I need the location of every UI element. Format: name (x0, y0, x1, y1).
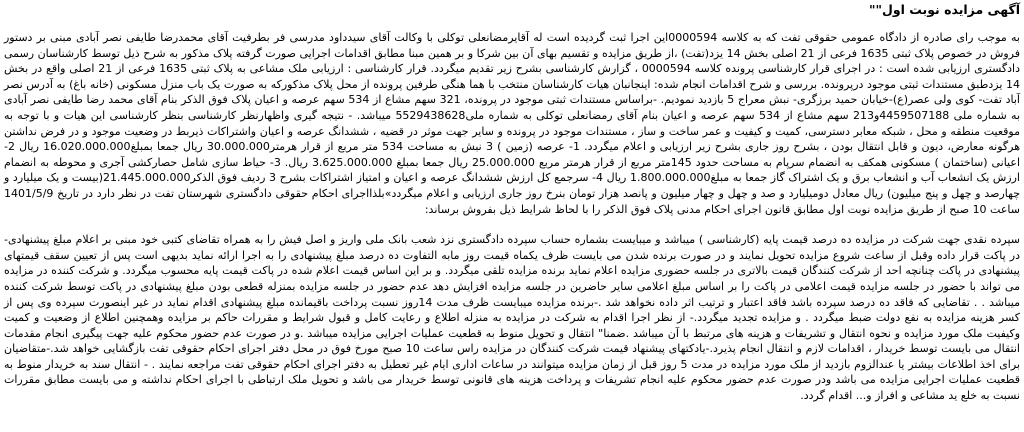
paragraph-gap (4, 217, 1020, 232)
notice-paragraph-2: سپرده نقدی جهت شرکت در مزایده ده درصد قیمت پایه (کارشناسی ) میباشد و میبایست بشماره حساب سپرده دادگستری نزد شعب بانک ملی واریز و اصل فیش را به همراه تقاضای کتبی خود مبنی بر اعلام مبلغ پیشنهادی- در پاکت قرار داده وقبل از ساعت شروع مزایده تحویل نمایند و در صورت برنده شدن می بایست ظرف یکماه قیمت روز مابه التفاوت ده درصد مبلغ پیشنهادی را به اجرا ارائه نماید بدیهی است پس از تعیین سقف قیمتهای پیشنهادی در پاکت چنانچه احد از شرکت کنندگان قیمت بالاتری در جلسه حضوری مزایده اعلام نماید برنده مزایده تلقی میگردد. و بر این اساس قیمت اعلام شده در پاکت قیمت پایه محسوب میگردد. و شرکت کننده در مزایده می تواند با حضور در جلسه مزایده قیمت اعلامی در پاکت را بر اساس مبلغ اعلامی سایر حاضرین در جلسه مزایده افزایش دهد عدم حضور در جلسه مزایده بمنزله قطعی بودن مبلغ پیشنهادی در پاکت توسط شرکت کننده میباشد . . تقاضایی که فاقد ده درصد سپرده باشد فاقد اعتبار و ترتیب اثر داده نخواهد شد .-برنده مزایده میبایست ظرف مدت 14روز نسبت پرداخت باقیمانده مبلغ پیشنهادی اقدام نماید در غیر اینصورت سپرده وی پس از کسر هزینه مزایده به نفع دولت ضبط میگردد . و مزایده تجدید میگردد.- از نظر اجرا اقدام به شرکت در مزایده به منزله اطلاع و رعایت کامل و قبول شرایط و مقررات حاکم بر مزایده وهمچنین اطلاع از وضعیت و کمیت وکیفیت ملک مورد مزایده و نحوه انتقال و تشریفات و هزینه های مرتبط با آن میباشد .ضمنا" انتقال و تحویل منوط به قطعیت عملیات اجرایی مزایده میباشد .و در صورت عدم حضور محکوم علیه جهت پیگیری انجام مقدمات انتقال می بایست توسط خریدار ، اقدامات لازم و انتقال انجام پذیرد.-یادکتهای پیشنهاد قیمت شرکت کنندگان در مزایده راس ساعت 10 صبح مورخ فوق در محل دفتر اجرای احکام حقوقی تفت بازگشایی خواهد شد.-متقاضیان برای اخذ اطلاعات بیشتر یا عندالزوم بازدید از ملک مورد مزایده در مدت 5 روز قبل از زمان مزایده میتوانند در ساعات اداری ایام غیر تعطیل به دفتر اجرای احکام حقوقی تفت مراجعه نمایند . - انتقال سند به خریدار منوط به قطعیت عملیات اجرایی مزایده می باشد ودر صورت عدم حضور محکوم علیه انجام تشریفات و پرداخت هزینه های قانونی توسط خریدار می باشد و تحویل ملک ارتباطی با اجرای احکام نداشته و می بایست مطابق مقررات نسبت به خلع ید مشاعی و افراز و... اقدام گردد. (4, 233, 1021, 403)
notice-paragraph-1: به موجب رای صادره از دادگاه عمومی حقوقی تفت که به کلاسه 0000594این اجرا ثبت گردیده است له آقایرمضانعلی توکلی با وکالت آقای سیدداود مدرسی فر بطرفیت آقای محمدرضا طایفی نصر آبادی مبنی بر دستور فروش در خصوص پلاک ثبتی 1635 فرعی از 21 اصلی بخش 14 یزد(تفت) ،از طریق مزایده و تقسیم بهای آن بین شرکا و بر همین مبنا مطابق اقدامات اجرایی صورت گرفته پلاک مذکور به شرح ذیل توسط کارشناسان رسمی دادگستری ارزیابی شده است : در اجرای قرار کارشناسی پرونده کلاسه 0000594 ، گزارش کارشناسی بشرح زیر تقدیم میگردد. قرار کارشناسی : ارزیابی ملک مشاعی به پلاک ثبتی 1635 فرعی از 21 اصلی واقع در بخش 14 یزدطبق مستندات ثبتی موجود درپرونده. بررسی و شرح اقدامات انجام شده: اینجانبان هیات کارشناسان منتخب با هما هنگی طرفین پرونده از محل پلاک مذکورکه به صورت یک باب منزل مسکونی (خانه باغ) به آدرس نصر آباد تفت- کوی ولی عصر(ع)-خیابان حمید برزگری- نبش معراج 5 بازدید نمودیم. -براساس مستندات ثبتی موجود در پرونده، 321 سهم مشاع از 534 سهم عرصه و اعیان پلاک فوق الذکر بنام آقای محمد رضا طایفی نصر آبادی به شماره ملی 4459507188و213 سهم مشاع از 534 سهم عرصه و اعیان بنام آقای رمضانعلی توکلی به شماره ملی5529438628 میباشد. - نتیجه گیری واظهارنظر کارشناسی بنظر کارشناسی این هیات و با توجه به موقعیت منطقه و محل ، شبکه معابر دسترسی، کمیت و کیفیت و عمر ساخت و ساز ، مستندات موجود در پرونده و سایر جهت موثر در قضیه ، ششدانگ عرصه و اعیان واشتراکات ذیربط در وضعیت موجود و در فرض نداشتن هرگونه معارض، دیون و قابل انتقال بودن ، بشرح روز جاری بشرح زیر ارزیابی و اعلام میگردد. 1- عرصه (زمین ) 3 نبش به مساحت 534 متر مربع از قرار هرمتر30.000.000 ریال جمعا بمبلغ16.020.000.000 ریال 2- اعیانی (ساختمان ) مسکونی همکف به انضمام سرپام به مساحت حدود 145متر مربع از قرار هرمتر مربع 25.000.000 ریال جمعا بمبلغ 3.625.000.000 ریال. 3- حیاط سازی شامل حصارکشی آجری و محوطه به انضمام ارزش یک انشعاب آب و انشعاب برق و یک اشتراک گاز جمعا به مبلغ1.800.000.000 ریال 4- سرجمع کل ارزش ششدانگ عرصه و اعیان و امتیاز اشتراکات بشرح 3 ردیف فوق الذکر21.445.000.000(بیست و یک میلیارد و چهارصد و چهل و پنج میلیون) ریال معادل دومیلیارد و صد و چهل و چهار میلیون و پانصد هزار تومان بنرخ روز جاری ارزیابی و اعلام میگردد»بلذااجرای احکام حقوقی دادگستری شهرستان تفت در نظر دارد در تاریخ 1401/5/9 ساعت 10 صبح از طریق مزایده نوبت اول مطابق قانون اجرای احکام مدنی پلاک فوق الذکر را با لحاظ شرایط ذیل بفروش برساند: (4, 31, 1021, 216)
notice-title: آگهی مزایده نوبت اول"" (869, 2, 1020, 17)
title-spacer (4, 20, 1020, 30)
